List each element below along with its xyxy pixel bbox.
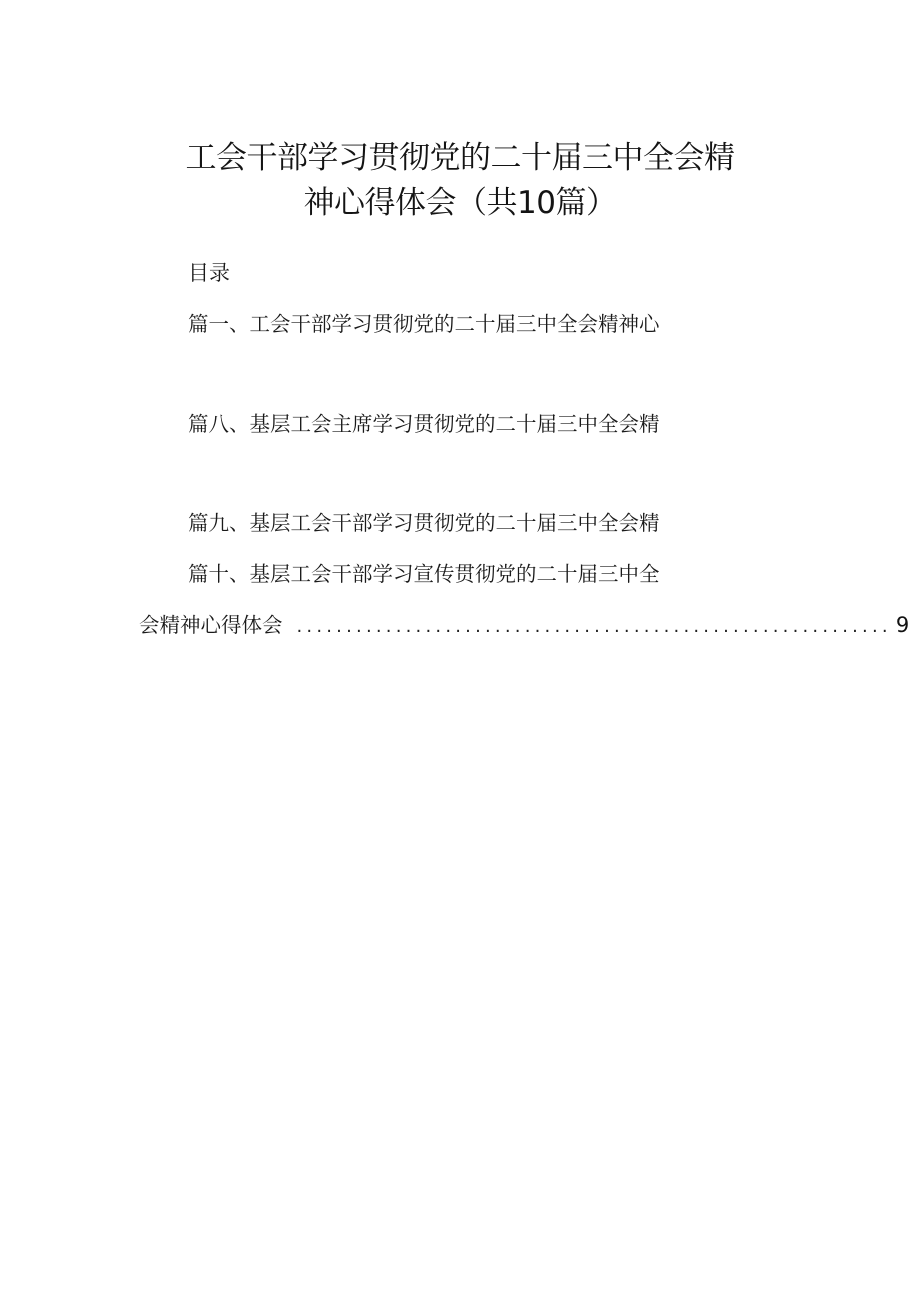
toc-entry-10-continuation[interactable] xyxy=(139,610,910,642)
toc-entry-9[interactable]: 篇九、基层工会干部学习贯彻党的二十届三中全会精 xyxy=(188,511,660,535)
toc-entry-10-continuation-text: 会精神心得体会 xyxy=(139,613,283,637)
document-title-line-1: 工会干部学习贯彻党的二十届三中全会精 xyxy=(185,140,735,176)
toc-entry-1[interactable]: 篇一、工会干部学习贯彻党的二十届三中全会精神心 xyxy=(188,312,660,336)
toc-heading: 目录 xyxy=(188,261,230,285)
document-title-line-2: 神心得体会（共10篇） xyxy=(303,185,617,221)
toc-entry-10[interactable]: 篇十、基层工会干部学习宣传贯彻党的二十届三中全 xyxy=(188,562,660,586)
toc-entry-8[interactable]: 篇八、基层工会主席学习贯彻党的二十届三中全会精 xyxy=(188,412,660,436)
toc-dot-leader: ............................................................ xyxy=(296,616,892,637)
toc-page-number: 9 xyxy=(895,613,910,637)
